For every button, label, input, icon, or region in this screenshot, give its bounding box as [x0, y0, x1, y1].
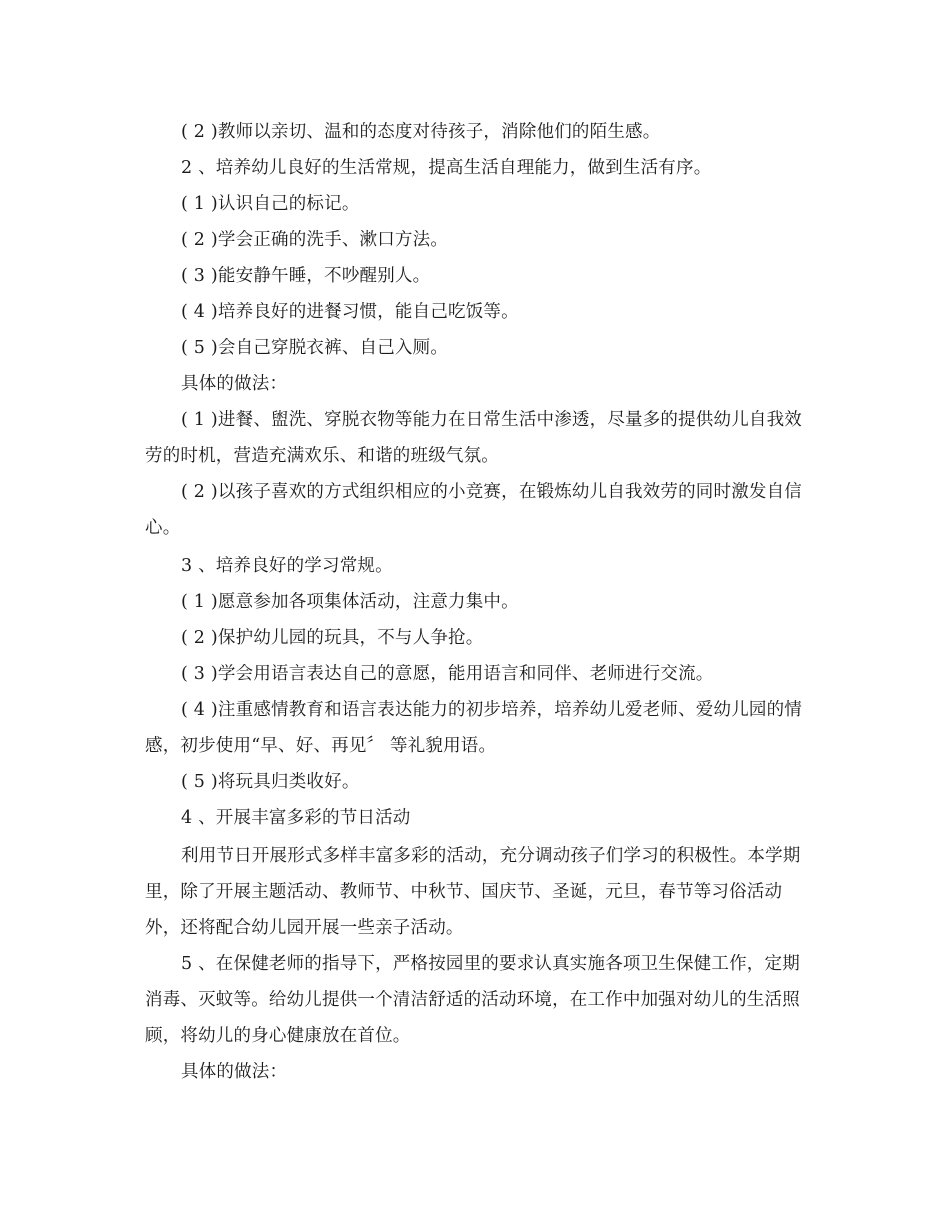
- paragraph: ( 1 )进餐、盥洗、穿脱衣物等能力在日常生活中渗透，尽量多的提供幼儿自我效劳的时机，营造充满欢乐、和谐的班级气氛。: [145, 410, 803, 466]
- paragraph: 具体的做法：: [181, 374, 288, 394]
- paragraph: 3 、培养良好的学习常规。: [181, 556, 393, 576]
- paragraph: ( 2 )以孩子喜欢的方式组织相应的小竞赛，在锻炼幼儿自我效劳的同时激发自信心。: [145, 482, 803, 538]
- paragraph: ( 2 )学会正确的洗手、漱口方法。: [181, 230, 449, 250]
- paragraph: ( 1 )认识自己的标记。: [181, 194, 360, 214]
- paragraph: ( 2 )教师以亲切、温和的态度对待孩子，消除他们的陌生感。: [181, 122, 661, 142]
- paragraph: ( 1 )愿意参加各项集体活动，注意力集中。: [181, 592, 519, 612]
- paragraph: ( 5 )会自己穿脱衣裤、自己入厕。: [181, 338, 449, 358]
- paragraph: ( 3 )学会用语言表达自己的意愿，能用语言和同伴、老师进行交流。: [181, 664, 714, 684]
- paragraph: ( 3 )能安静午睡，不吵醒别人。: [181, 266, 431, 286]
- paragraph: ( 2 )保护幼儿园的玩具，不与人争抢。: [181, 628, 484, 648]
- paragraph: ( 5 )将玩具归类收好。: [181, 772, 360, 792]
- paragraph: 利用节日开展形式多样丰富多彩的活动，充分调动孩子们学习的积极性。本学期里，除了开展主题活动、教师节、中秋节、国庆节、圣诞，元旦，春节等习俗活动外，还将配合幼儿园开展一些亲子活动。: [145, 846, 801, 938]
- paragraph: 具体的做法：: [181, 1062, 288, 1082]
- paragraph: 2 、培养幼儿良好的生活常规，提高生活自理能力，做到生活有序。: [181, 158, 712, 178]
- paragraph: 5 、在保健老师的指导下，严格按园里的要求认真实施各项卫生保健工作，定期消毒、灭蚊等。给幼儿提供一个清洁舒适的活动环境，在工作中加强对幼儿的生活照顾，将幼儿的身心健康放在首位。: [145, 954, 800, 1046]
- paragraph: ( 4 )注重感情教育和语言表达能力的初步培养，培养幼儿爱老师、爱幼儿园的情感，初步使用“早、好、再见〞 等礼貌用语。: [145, 700, 803, 756]
- paragraph: 4 、开展丰富多彩的节日活动: [181, 808, 411, 828]
- paragraph: ( 4 )培养良好的进餐习惯，能自己吃饭等。: [181, 302, 519, 322]
